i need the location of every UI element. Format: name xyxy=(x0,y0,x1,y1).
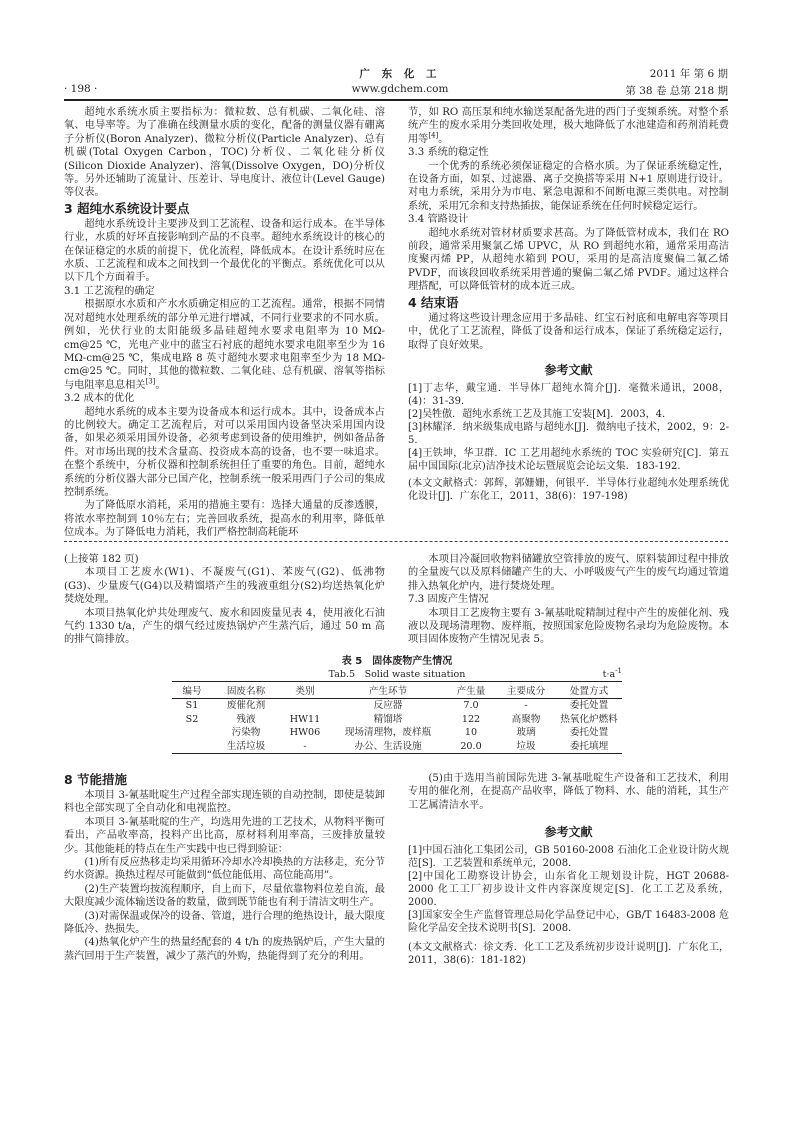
table-header: 编号 xyxy=(172,682,212,699)
table-cell xyxy=(280,699,330,713)
paragraph-text: 节，如 RO 高压泵和纯水输送泵配备先进的西门子变频系统。对整个系统产生的废水采用分类回收处理，极大地降低了水池建造和药剂消耗费用等 xyxy=(408,107,729,145)
reference-item: [1]中国石油化工集团公司，GB 50160-2008 石油化工企业设计防火规范[S]．工艺装置和系统单元，2008． xyxy=(408,845,729,870)
table-cell: S2 xyxy=(185,713,199,725)
subsection-title: 3.4 管路设计 xyxy=(408,214,469,226)
paragraph: 超纯水系统对管材材质要求甚高。为了降低管材成本，我们在 RO 前段，通常采用聚氯乙烯 UPVC，从 RO 到超纯水箱，通常采用高洁度聚丙烯 PP，从超纯水箱到 POU，采用的是高洁度聚偏二氟乙烯 PVDF，而该段回收系统采用普通的聚偏二氟乙烯 PVDF。通过这样合理搭配，可以降低管材的成本近三成。 xyxy=(408,227,729,293)
table-cell: 7.0 xyxy=(463,700,479,711)
reference-item: [2]中国化工勘察设计协会，山东省化工规划设计院，HGT 20688-2000 化工工厂初步设计文件内容深度规定[S]．化工工艺及系统，2000． xyxy=(408,871,729,909)
section-title: 8 节能措施 xyxy=(64,772,128,787)
table-cell: 污染物 xyxy=(231,727,261,738)
section-title: 4 结束语 xyxy=(408,294,459,310)
table-cell: 垃圾 xyxy=(496,740,556,754)
page-number: · 198 · xyxy=(64,83,98,95)
table-header: 固废名称 xyxy=(212,682,280,699)
subsection-title: 3.2 成本的优化 xyxy=(64,393,135,405)
journal-url[interactable]: www.gdchem.com xyxy=(351,83,449,95)
reference-item: [4]王铁坤，华卫群．IC 工艺用超纯水系统的 TOC 实验研究[C]．第五届中国国际(北京)洁净技术论坛暨展览会论坛文集．183-192． xyxy=(408,447,729,472)
table-title-en: Tab.5 Solid waste situation xyxy=(328,669,466,680)
paragraph-text: 。 xyxy=(155,379,166,391)
table-cell: - xyxy=(280,740,330,754)
paragraph: 通过将这些设计理念应用于多晶硅、红宝石衬底和电解电容等项目中，优化了工艺流程，降低了设备和运行成本，保证了系统稳定运行，取得了良好效果。 xyxy=(408,312,729,351)
table-unit xyxy=(603,668,622,681)
paragraph xyxy=(408,106,729,146)
references-title: 参考文献 xyxy=(544,825,593,840)
table-title: 表 5 固体废物产生情况 xyxy=(341,656,453,667)
issue-label: 2011 年 第 6 期 xyxy=(649,68,728,80)
paragraph xyxy=(64,298,385,392)
table5-block xyxy=(172,655,622,754)
table-row xyxy=(172,740,622,754)
header-rule xyxy=(64,99,728,101)
table-header: 主要成分 xyxy=(496,682,556,699)
paragraph: 本项目工艺废水(W1)、不凝废气(G1)、苯废气(G2)、低沸物(G3)、少量废气(G4)以及精馏塔产生的残液重组分(S2)均送热氧化炉焚烧处理。 xyxy=(64,567,385,606)
mid-left-column xyxy=(64,553,385,647)
paragraph: (2)生产装置均按流程顺序，自上而下，尽量依靠物料位差自流，最大限度减少流体输送设备的数量，做到既节能也有利于清洁文明生产。 xyxy=(64,883,385,909)
paragraph: 为了降低原水消耗，采用的措施主要有：选择大通量的反渗透膜，将浓水率控制到 10％左右；完善回收系统，提高水的利用率，降低单位成本。为了降低电力消耗，我们严格控制高耗能环 xyxy=(64,500,385,539)
table-row xyxy=(172,713,622,727)
journal-name: 广 东 化 工 xyxy=(359,68,441,80)
table-cell: 精馏塔 xyxy=(373,713,403,725)
volume-label: 第 38 卷 总第 218 期 xyxy=(625,85,728,97)
paragraph: 本项目热氧化炉共处理废气、废水和固废量见表 4，使用液化石油气约 1330 t/a，产生的烟气经过废热锅炉产生蒸汽后，通过 50 m 高的排气筒排放。 xyxy=(64,607,385,646)
subsection-title: 7.3 固废产生情况 xyxy=(408,594,489,606)
paragraph: 本项目 3-氰基吡啶生产过程全部实现连锁的自动控制，即使是装卸料也全部实现了全自动化和电视监控。 xyxy=(64,790,385,815)
table-cell: HW06 xyxy=(289,727,321,738)
table-cell: 生活垃圾 xyxy=(212,740,280,754)
paragraph: (5)由于选用当前国际先进 3-氰基吡啶生产设备和工艺技术，利用专用的催化剂，在提高产品收率，降低了物料、水、能的消耗，其生产工艺属清洁水平。 xyxy=(408,773,729,811)
unit-exponent: -1 xyxy=(615,666,622,675)
paragraph: 本项目工艺废物主要有 3-氰基吡啶精制过程中产生的废催化剂、残液以及现场清理物、废样瓶，按照国家危险废物名录均为危险废物。本项目固体废物产生情况见表 5。 xyxy=(408,607,729,646)
table-cell: 20.0 xyxy=(446,740,496,754)
paragraph: 本项目冷凝回收物料储罐放空管排放的废气、原料装卸过程中排放的全量废气以及原料储罐产生的大、小呼吸废气产生的废气均通过管道排入热氧化炉内，进行焚烧处理。 xyxy=(408,554,729,592)
reference-item: [3]国家安全生产监督管理总局化学品登记中心，GB/T 16483-2008 危险化学品安全技术说明书[S]．2008． xyxy=(408,910,729,935)
top-left-column xyxy=(64,106,385,540)
table-header: 产生环节 xyxy=(330,682,446,699)
citation-ref: [4] xyxy=(428,131,439,140)
references-title: 参考文献 xyxy=(544,362,593,377)
table-cell: 反应器 xyxy=(373,700,403,711)
top-right-column xyxy=(408,106,729,503)
table-cell: - xyxy=(524,700,528,711)
table-cell: 现场清理物，废样瓶 xyxy=(344,727,432,738)
table-cell: 122 xyxy=(461,713,481,725)
paragraph: 超纯水系统水质主要指标为：微粒数、总有机碳、二氧化硅、溶氧、电导率等。为了准确在线测量水质的变化，配备的测量仪器有硼离子分析仪(Boron Analyzer)、微粒分析仪(Particle Analyzer)、总有机碳(Total Oxygen Carbon，TOC)分析仪、二氧化硅分析仪(Silicon Dioxide Analyzer)、溶氧(Dissolve Oxygen，DO)分析仪等。另外还辅助了流量计、压差计、导电度计、液位计(Level Gauge)等仪表。 xyxy=(64,107,385,199)
paragraph: 超纯水系统设计主要涉及到工艺流程、设备和运行成本。在半导体行业，水质的好坏直接影响到产品的不良率。超纯水系统设计的核心的在保证稳定的水质的前提下，优化流程，降低成本。在设计系统时应在水质、工艺流程和成本之间找到一个最优化的平衡点。系统优化可以从以下几个方面着手。 xyxy=(64,218,385,284)
bottom-right-column xyxy=(408,772,729,967)
table-cell: 热氧化炉燃料 xyxy=(560,713,618,725)
table-cell: 10 xyxy=(464,727,478,738)
table-cell: 残液 xyxy=(236,713,256,725)
reference-item: [1]丁志华，戴宝通．半导体厂超纯水简介[J]．毫微米通讯，2008，(4)：31-39． xyxy=(408,382,729,407)
paragraph: (4)热氧化炉产生的热量经配套的 4 t/h 的废热锅炉后，产生大量的蒸汽回用于生产装置，减少了蒸汽的外购，热能得到了充分的利用。 xyxy=(64,937,385,962)
citation-format: (本文文献格式：徐文秀．化工工艺及系统初步设计说明[J]．广东化工，2011，38(6)：181-182) xyxy=(408,942,729,967)
table-cell: 废催化剂 xyxy=(226,700,266,711)
table-cell: 委托处置 xyxy=(569,727,609,738)
table-cell: HW11 xyxy=(289,713,321,725)
solid-waste-table xyxy=(172,681,622,754)
table-cell: 办公、生活设施 xyxy=(330,740,446,754)
paragraph: 超纯水系统的成本主要为设备成本和运行成本。其中，设备成本占的比例较大。确定工艺流程后，对可以采用国内设备坚决采用国内设备，如果必须采用国外设备，必须考虑到设备的使用维护，例如备品备件。对市场出现的技术含量高、投资成本高的设备，也不要一味追求。在整个系统中，分析仪器和控制系统担任了重要的角色。目前，超纯水系统的分析仪器大部分已国产化，控制系统一般采用西门子公司的集成控制系统。 xyxy=(64,406,385,498)
table-header: 产生量 xyxy=(446,682,496,699)
subsection-title: 3.1 工艺流程的确定 xyxy=(64,285,155,297)
unit-text: t·a xyxy=(602,669,616,680)
paragraph-text: 。 xyxy=(438,133,449,145)
table-header: 类别 xyxy=(280,682,330,699)
table-cell: 委托处置 xyxy=(569,700,609,711)
paragraph: 一个优秀的系统必须保证稳定的合格水质。为了保证系统稳定性，在设备方面，如泵、过滤器、离子交换搭等采用 N+1 原则进行设计。对电力系统，采用分为市电、紧急电源和不间断电源三类供电。对控制系统，采用冗余和支持热插拔，能保证系统在任何时候稳定运行。 xyxy=(408,160,729,212)
table-cell: S1 xyxy=(185,700,199,711)
table-cell xyxy=(172,740,212,754)
table-header: 处置方式 xyxy=(556,682,622,699)
citation-format: (本文文献格式：郭辉，郭姗姗，何银平．半导体行业超纯水处理系统优化设计[J]．广东化工，2011，38(6)：197-198) xyxy=(408,477,729,502)
reference-item: [2]吴牲傲．超纯水系统工艺及其施工安装[M]．2003，4． xyxy=(408,408,673,420)
table-cell xyxy=(172,726,212,740)
paragraph: (1)所有反应热移走均采用循环冷却水冷却换热的方法移走，充分节约水资源。换热过程尽可能做到“低位能低用、高位能高用”。 xyxy=(64,857,385,882)
article-divider xyxy=(64,541,728,542)
section-title: 3 超纯水系统设计要点 xyxy=(64,200,190,216)
subsection-title: 3.3 系统的稳定性 xyxy=(408,147,489,159)
table-row xyxy=(172,726,622,740)
table-cell: 高聚物 xyxy=(511,713,541,725)
mid-right-column xyxy=(408,553,729,647)
reference-item: [3]林耀泽．纳米级集成电路与超纯水[J]．微纳电子技术，2002，9：2-5． xyxy=(408,421,729,446)
table-cell: 委托填埋 xyxy=(556,740,622,754)
bottom-left-column xyxy=(64,771,385,963)
continuation-note: (上接第 182 页) xyxy=(64,554,139,565)
table-row xyxy=(172,699,622,713)
paragraph: (3)对需保温或保冷的设备、管道，进行合理的绝热设计，最大限度降低冷、热损失。 xyxy=(64,910,385,936)
paragraph: 本项目 3-氰基吡啶的生产，均选用先进的工艺技术，从物料平衡可看出，产品收率高，投料产出比高，原材料利用率高，三废排放量较少。其他能耗的特点在生产实践中也已得到验证： xyxy=(64,816,385,855)
table-cell: 玻璃 xyxy=(516,727,536,738)
paragraph-text: 根据原水水质和产水水质确定相应的工艺流程。通常，根据不同情况对超纯水处理系统的部分单元进行增减，不同行业要求的不同水质。例如，光伏行业的太阳能级多晶硅超纯水要求电阻率为 10 MΩ-cm@25 ℃，光电产业中的蓝宝石衬底的超纯水要求电阻率至少为 16 MΩ-cm@25 ℃，集成电路 8 英寸超纯水要求电阻率至少为 18 MΩ-cm@25 ℃。同时，其他的微粒数、二氧化硅、总有机碳、溶氧等指标与电阻率息息相关 xyxy=(64,299,385,391)
citation-ref: [3] xyxy=(145,377,156,386)
